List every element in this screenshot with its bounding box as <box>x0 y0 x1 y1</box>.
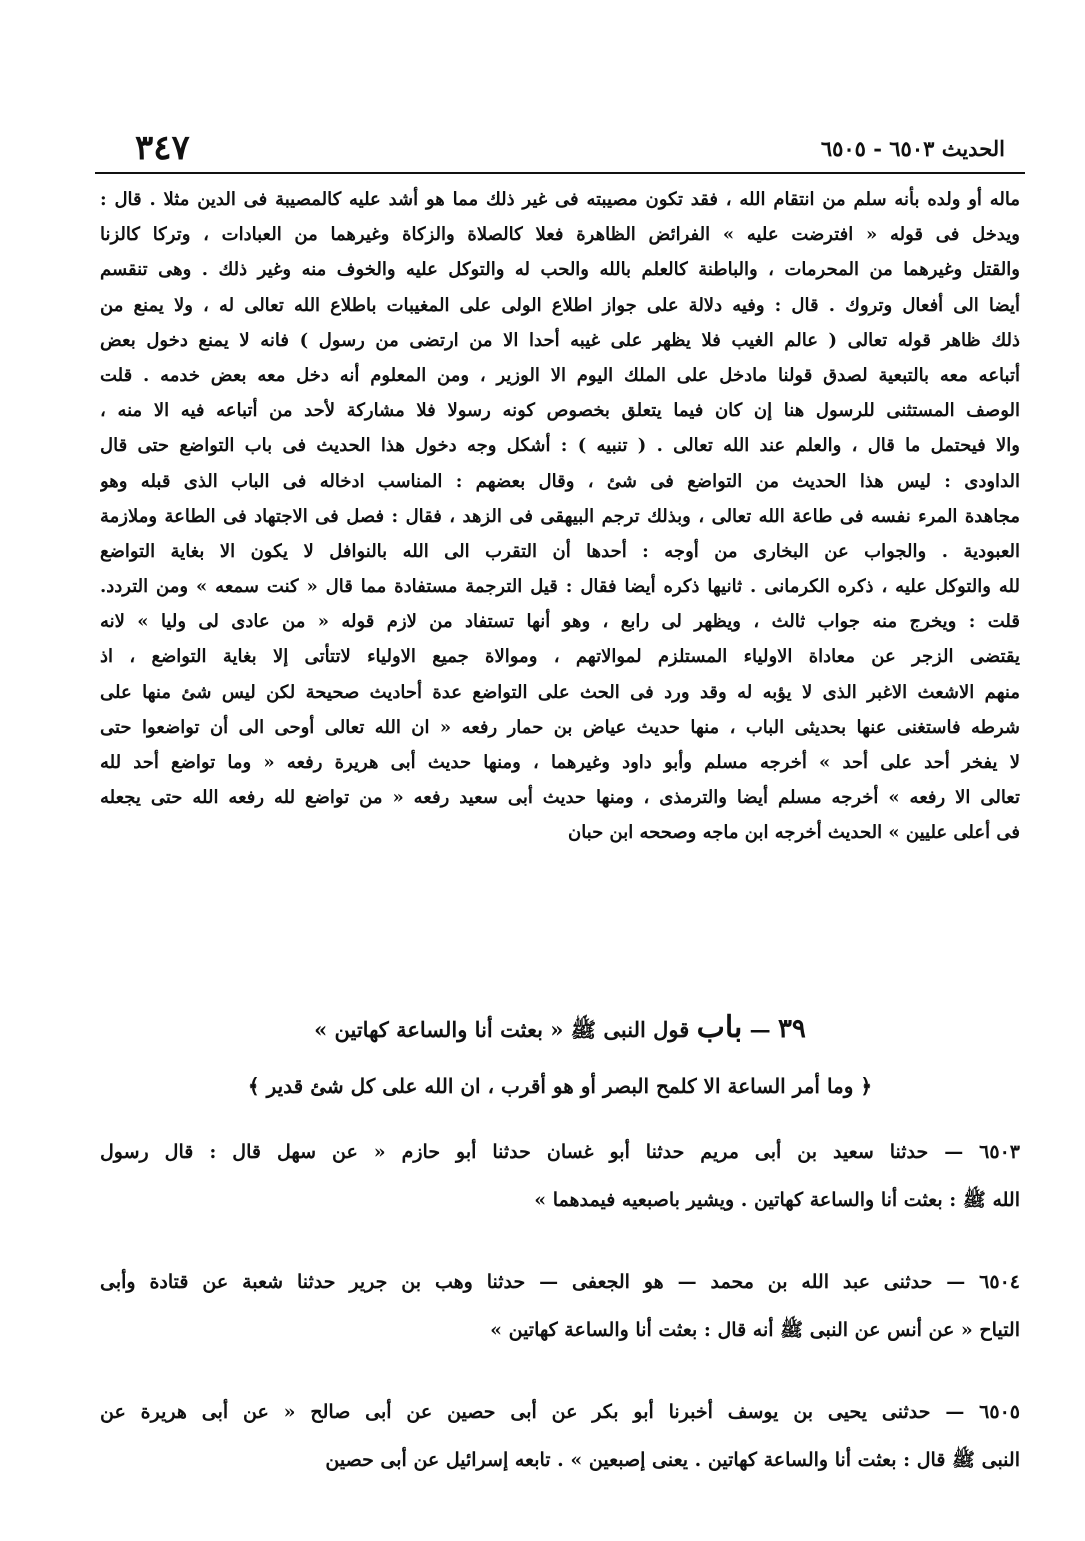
commentary-line: منهم الاشعث الاغبر الذى لا يؤبه له وقد ورد فى الحث على التواضع عدة أحاديث صحيحة لكن ليس شئ منها على <box>100 681 1020 703</box>
hadith-6504 <box>100 1258 1020 1354</box>
hadith-line: ٦٥٠٤ — حدثنى عبد الله بن محمد — هو الجعفى — حدثنا وهب بن جرير حدثنا شعبة عن قتادة وأبى <box>100 1271 1020 1293</box>
chapter-bab-word: باب <box>696 1010 743 1045</box>
commentary-line: والا فيحتمل ما قال ، والعلم عند الله تعالى . ( تنبيه ) : أشكل وجه دخول هذا الحديث فى باب التواضع حتى قال <box>100 435 1020 457</box>
commentary-block <box>100 182 1020 851</box>
hadith-6505 <box>100 1388 1020 1484</box>
chapter-dash: — <box>749 1017 771 1042</box>
commentary-line: الوصف المستثنى للرسول هنا إن كان فيما يتعلق بخصوص كونه رسولا فلا مشاركة لأحد من أتباعه فيه الا منه ، <box>100 400 1020 422</box>
running-title: الحديث ٦٥٠٣ - ٦٥٠٥ <box>820 136 1005 161</box>
commentary-line: ويدخل فى قوله « افترضت عليه » الفرائض الظاهرة فعلا كالصلاة والزكاة وغيرهما من العبادات ، وتركا كالزنا <box>100 224 1020 246</box>
commentary-line: لله والتوكل عليه ، ذكره الكرمانى . ثانيها ذكره أيضا فقال : قيل الترجمة مستفادة مما قال « كنت سمعه » ومن التردد. <box>100 576 1020 598</box>
commentary-line: العبودية . والجواب عن البخارى من أوجه : أحدها أن التقرب الى الله بالنوافل لا يكون الا بغاية التواضع <box>100 540 1020 562</box>
hadith-line: ٦٥٠٥ — حدثنى يحيى بن يوسف أخبرنا أبو بكر عن أبى حصين عن أبى صالح « عن أبى هريرة عن <box>100 1401 1020 1423</box>
hadith-line: النبى ﷺ قال : بعثت أنا والساعة كهاتين . يعنى إصبعين » . تابعه إسرائيل عن أبى حصين <box>325 1449 1020 1471</box>
commentary-line: لا يفخر أحد على أحد » أخرجه مسلم وأبو داود وغيرهما ، ومنها حديث أبى هريرة رفعه « وما تواضع أحد لله <box>100 752 1020 773</box>
page-number: ٣٤٧ <box>135 128 190 168</box>
commentary-line: مجاهدة المرء نفسه فى طاعة الله تعالى ، وبذلك ترجم البيهقى فى الزهد ، فقال : فصل فى الاجتهاد فى الطاعة وملازمة <box>100 505 1020 527</box>
commentary-line: فى أعلى عليين » الحديث أخرجه ابن ماجه وصححه ابن حبان <box>567 822 1020 844</box>
chapter-title: قول النبى ﷺ « بعثت أنا والساعة كهاتين » <box>314 1017 690 1042</box>
hadith-6503 <box>100 1128 1020 1224</box>
commentary-line: ذلك ظاهر قوله تعالى ( عالم الغيب فلا يظهر على غيبه أحدا الا من ارتضى من رسول ) فانه لا يمنع دخول بعض <box>100 329 1020 351</box>
hadith-line: التياح « عن أنس عن النبى ﷺ أنه قال : بعثت أنا والساعة كهاتين » <box>490 1319 1020 1341</box>
quran-verse: ﴿ وما أمر الساعة الا كلمح البصر أو هو أقرب ، ان الله على كل شئ قدير ﴾ <box>247 1074 873 1098</box>
commentary-line: شرطه فاستغنى عنها بحديثى الباب ، منها حديث عياض بن حمار رفعه « ان الله تعالى أوحى الى أن تواضعوا حتى <box>100 716 1020 738</box>
chapter-heading <box>100 1010 1020 1048</box>
commentary-line: الداودى : ليس هذا الحديث من التواضع فى شئ ، وقال بعضهم : المناسب ادخاله فى الباب الذى قبله وهو <box>100 470 1020 492</box>
chapter-number: ٣٩ <box>777 1014 806 1044</box>
commentary-line: تعالى الا رفعه » أخرجه مسلم أيضا والترمذى ، ومنها حديث أبى سعيد رفعه « من تواضع لله رفعه الله حتى يجعله <box>100 787 1020 809</box>
header-rule <box>95 172 1025 174</box>
commentary-line: قلت : ويخرج منه جواب ثالث ، ويظهر لى رابع ، وهو أنها تستفاد من لازم قوله « من عادى لى وليا » لانه <box>100 611 1020 633</box>
page-header <box>95 128 1025 172</box>
commentary-line: ماله أو ولده بأنه سلم من انتقام الله ، فقد تكون مصيبته فى غير ذلك مما هو أشد عليه كالمصيبة فى الدين مثلا . قال : <box>100 189 1020 210</box>
commentary-line: يقتضى الزجر عن معاداة الاولياء المستلزم لموالاتهم ، وموالاة جميع الاولياء لاتتأتى إلا بغاية التواضع ، اذ <box>100 646 1020 668</box>
hadith-line: الله ﷺ : بعثت أنا والساعة كهاتين . ويشير باصبعيه فيمدهما » <box>534 1189 1020 1211</box>
commentary-line: والقتل وغيرهما من المحرمات ، والباطنة كالعلم بالله والحب له والتوكل عليه والخوف منه وغير ذلك . وهى تنقسم <box>100 259 1020 281</box>
commentary-line: أتباعه معه بالتبعية لصدق قولنا مادخل على الملك اليوم الا الوزير ، ومن المعلوم أنه دخل معه بعض خدمه . قلت <box>100 364 1020 386</box>
commentary-line: أيضا الى أفعال وتروك . قال : وفيه دلالة على جواز اطلاع الولى على المغيبات باطلاع الله تعالى له ، ولا يمنع من <box>100 294 1020 316</box>
hadith-line: ٦٥٠٣ — حدثنا سعيد بن أبى مريم حدثنا أبو غسان حدثنا أبو حازم « عن سهل قال : قال رسول <box>100 1141 1020 1163</box>
